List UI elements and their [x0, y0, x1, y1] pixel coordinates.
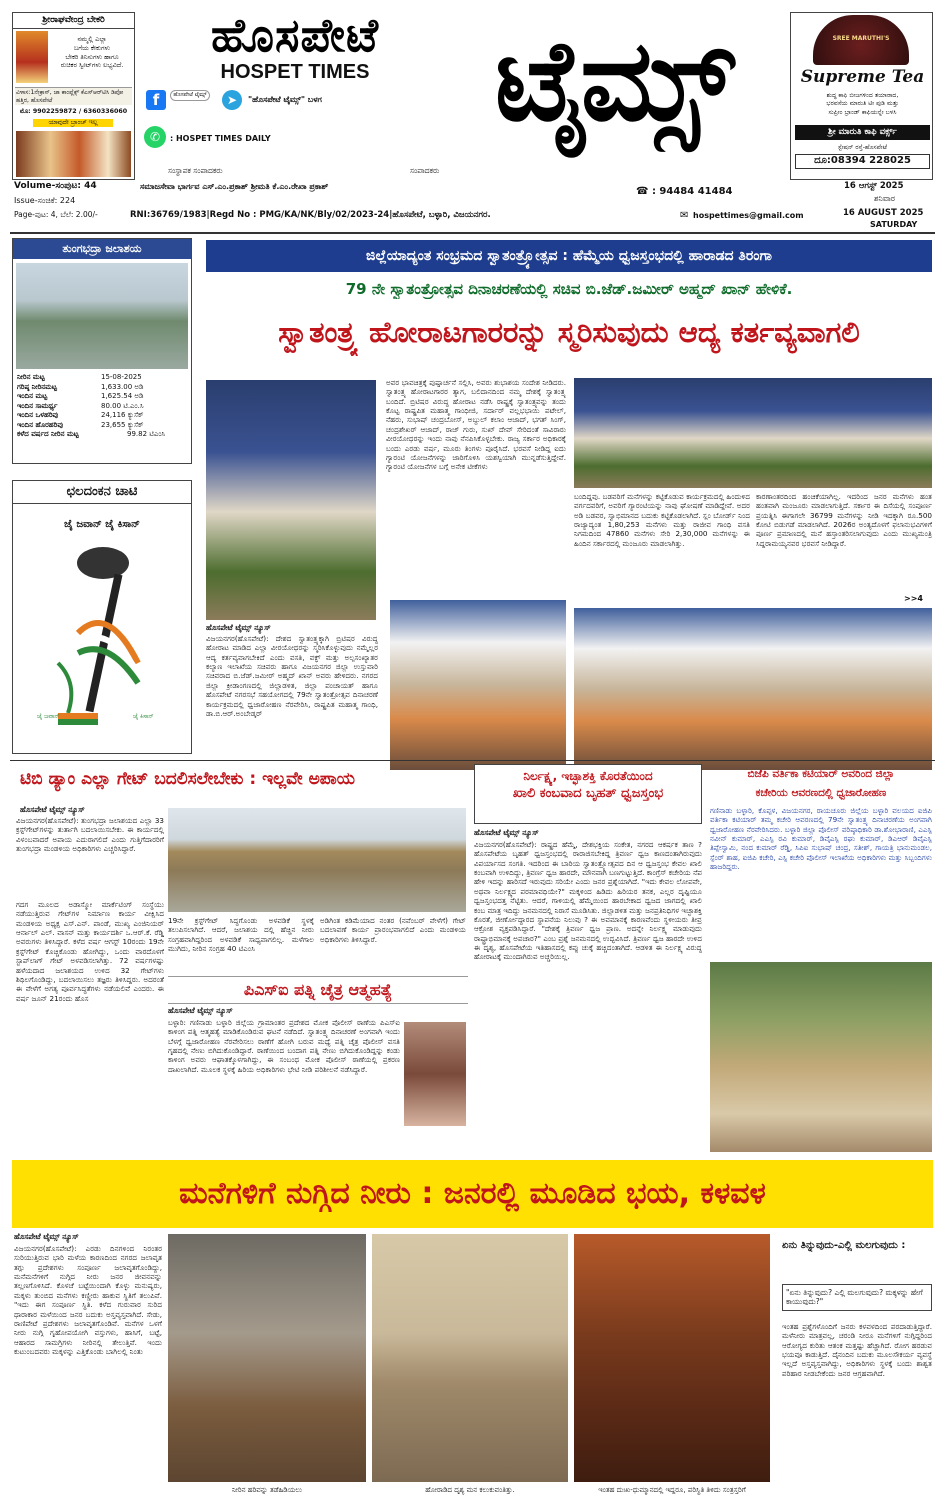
dam-row-label: ಇಂದಿನ ಹೊರಹರಿವು: [17, 420, 64, 429]
founders-names: ಸಮಾಜಸೇವಾ ಭಾರ್ಗವ ಎಸ್.ಎಂ.ಪ್ರಕಾಶ್ ಶ್ರೀಮತಿ ಕೆ.ಎಂ.ರೇಖಾ ಪ್ರಕಾಶ್: [140, 182, 329, 191]
phone-number: ☎ : 94484 41484: [636, 186, 733, 197]
tea-line: ಶುದ್ಧ ಕಾಫಿ ಬೀಜಗಳಿಂದ ತಯಾರಾದ,: [826, 92, 899, 99]
flood-side-body: ಇಂತಹ ಪ್ರಶ್ನೆಗಳೊಂದಿಗೆ ಜನರು ಕಳವಳದಿಂದ ಪರದಾಡುತ್ತಿದ್ದಾರೆ. ಮಳೆನೀರು ಮಾತ್ರವಲ್ಲ, ಚರಂಡಿ ನೀರೂ ಮನೆಗಳಿಗೆ ನುಗ್ಗಿದ್ದರಿಂದ ಆರೋಗ್ಯದ ಕುರಿತು ಆತಂಕ ಮತ್ತಷ್ಟು ಹೆಚ್ಚಾಗಿದೆ. ರೋಗ ಹರಡುವ ಭಯವೂ ಕಾಡುತ್ತಿದೆ. ದೈನಂದಿನ ಬದುಕು ಮೂಲಸೌಕರ್ಯ ವ್ಯವಸ್ಥೆ ಇಲ್ಲದೆ ಅಸ್ತವ್ಯಸ್ತವಾಗಿದ್ದು, ಅಧಿಕಾರಿಗಳು ಸ್ಥಳಕ್ಕೆ ಬಂದು ಶಾಶ್ವತ ಪರಿಹಾರ ನೀಡಬೇಕೆಂದು ಜನರ ಆಗ್ರಹವಾಗಿದೆ.: [782, 1322, 932, 1378]
bakery-ad-lines: [51, 35, 133, 70]
dam-row: [17, 402, 189, 412]
flagpole-headline-box: [474, 764, 702, 824]
cartoon-title: ಛಲದಂಕನ ಚಾಟಿ: [13, 481, 191, 504]
bakery-line: ಬೇಕರಿ ತಿನಿಸುಗಳು ಹಾಗೂ: [65, 52, 119, 61]
tb-dam-column-3: ಅಡಿಗಿಂತ ಕಡಿಮೆಯಾದ ನಂತರ (ನವೆಂಬರ್ ವೇಳೆಗೆ) ಗೇಟ್ ಬದಲಾವಣೆ ಕಾರ್ಯ ಪ್ರಾರಂಭವಾಗಲಿದೆ ಎಂದು ಮಂಡಳಿಯ ಅಧಿಕಾರಿಗಳು ತಿಳಿಸಿದ್ದಾರೆ.: [320, 916, 466, 944]
dam-photo: [16, 263, 188, 369]
cartoon-panel: [12, 480, 192, 754]
tea-line: ಭರವಸೆಯ ಮಾರುತಿ ಟೀ ಪುಡಿ ಮತ್ತು: [826, 100, 899, 108]
tea-lines: [795, 92, 930, 117]
social-group-label: "ಹೊಸಪೇಟೆ ಟೈಮ್ಸ್" ಬಳಗ: [248, 95, 322, 104]
dam-row-value: 1,625.54 ಅಡಿ: [101, 392, 144, 401]
lead-column-2: ಅವರ ಭಾವಚಿತ್ರಕ್ಕೆ ಪುಷ್ಪಾರ್ಚನೆ ಸಲ್ಲಿಸಿ, ಅವರು ಶುಭಾಶಯ ಸಂದೇಶ ನೀಡಿದರು. ಸ್ವಾತಂತ್ರ್ಯ ಹೋರಾಟಗಾರರ ತ್ಯಾಗ, ಬಲಿದಾನದಿಂದ ನಮ್ಮ ದೇಶಕ್ಕೆ ಸ್ವಾತಂತ್ರ್ಯ ಬಂದಿದೆ. ಬ್ರಿಟಿಷರ ವಿರುದ್ಧ ಹೋರಾಟ ನಡೆಸಿ ರಾಷ್ಟ್ರಕ್ಕೆ ಸ್ವಾತಂತ್ರ್ಯವನ್ನು ತಂದು ಕೊಟ್ಟ ರಾಷ್ಟ್ರಪಿತ ಮಹಾತ್ಮ ಗಾಂಧೀಜಿ, ಸರ್ದಾರ್ ವಲ್ಲಭಭಾಯಿ ಪಟೇಲ್, ನೆಹರು, ಸುಭಾಷ್ ಚಂದ್ರಬೋಸ್, ಅಬ್ದುಲ್ ಕಲಾಂ ಆಜಾದ್, ಭಗತ್ ಸಿಂಗ್, ಚಂದ್ರಶೇಖರ್ ಆಜಾದ್, ರಾಜ್ ಗುರು, ಸುಖ್ ದೇವ್ ಸೇರಿದಂತೆ ಸಾವಿರಾರು ವೀರಯೋಧರನ್ನು ಇಂದು ನಾವು ನೆನಪಿಸಿಕೊಳ್ಳಬೇಕು. ರಾಜ್ಯ ಸರ್ಕಾರ ಅಧಿಕಾರಕ್ಕೆ ಬಂದು ಎರಡು ವರ್ಷ, ಮೂರು ತಿಂಗಳು ಪೂರೈಸಿದೆ. ಭರವಸೆ ನೀಡಿದ್ದ ಐದು ಗ್ಯಾರಂಟಿ ಯೋಜನೆಗಳನ್ನು ಜಾರಿಗೊಳಿಸಿ ಯಶಸ್ವಿಯಾಗಿ ಮುನ್ನಡೆಸುತ್ತಿದ್ದೇವೆ. ಗ್ಯಾರಂಟಿ ಯೋಜನೆಗಳ ಬಗ್ಗೆ ಅನೇಕ ಟೀಕೆಗಳು: [386, 378, 566, 472]
tea-address: ಸ್ಟೇಷನ್ ರಸ್ತೆ-ಹೊಸಪೇಟೆ: [837, 144, 887, 151]
cartoon-sub-right: ಜೈ ಕಿಸಾನ್: [133, 713, 154, 720]
facebook-icon[interactable]: f: [146, 90, 166, 110]
bakery-line: ಬಗೆಯ ಕೇಕುಗಳು: [73, 43, 111, 52]
masthead-title-english: HOSPET TIMES: [220, 61, 370, 83]
flagpole-headline-2: ಖಾಲಿ ಕಂಬವಾದ ಬೃಹತ್ ಧ್ವಜಸ್ತಂಭ: [512, 786, 664, 801]
tea-brand: SREE MARUTHI'S: [832, 35, 890, 42]
tea-ad[interactable]: [790, 12, 933, 180]
flood-body: ವಿಜಯನಗರ(ಹೊಸಪೇಟೆ): ಎರಡು ದಿನಗಳಿಂದ ನಿರಂತರ ಸುರಿಯುತ್ತಿರುವ ಭಾರಿ ಮಳೆಯ ಕಾರಣದಿಂದ ನಗರದ ಜಲಾವೃತ ತಗ್ಗು ಪ್ರದೇಶಗಳು ಸಂಪೂರ್ಣ ಜಲಾವೃತಗೊಂಡಿದ್ದು, ಮನೆಮನೆಗಳಿಗೆ ನುಗ್ಗಿದ ನೀರು ಜನರ ಜೀವನವನ್ನು ತಲ್ಲಣಗೊಳಿಸಿದೆ. ಕೊಳಚೆ ಬಟ್ಟೆಯಿಂದಾಗಿ ಕೊಳ್ಳು ಮನುಷ್ಯರು, ಮಕ್ಕಳು ತುಂಬಿದ ಮನೆಗಳು ಕಣ್ಣೀರು ಹಾಕುವ ಸ್ಥಿತಿಗೆ ತಲುಪಿವೆ. "ಇದು ಈಗ ಸಂಪೂರ್ಣ ಸ್ಥಿತಿ. ಕಳೆದ ಗುರುವಾರ ಸುರಿದ ಧಾರಾಕಾರ ಮಳೆಯಿಂದ ಜನರ ಬದುಕು ಅಸ್ತವ್ಯಸ್ತವಾಗಿದೆ. ಸೇಡು, ರಾಣಿಪೇಟೆ ಪ್ರದೇಶಗಳು ಜಲಾವೃತಗೊಂಡಿವೆ. ಮನೆಗಳ ಒಳಗೆ ನೀರು ನುಗ್ಗಿ ಗೃಹೋಪಯೋಗಿ ವಸ್ತುಗಳು, ಹಾಸಿಗೆ, ಬಟ್ಟೆ, ಆಹಾರದ ಸಾಮಗ್ರಿಗಳು ನೀರಿನಲ್ಲಿ ತೇಲುತ್ತಿವೆ. ಇಂದು ಕುಟುಂಬದವರು ಮಕ್ಕಳನ್ನು ಎತ್ತಿಕೊಂಡು ಬಾಗಿಲಲ್ಲಿ ನಿಂತು: [14, 1244, 162, 1356]
lead-column-3: ಬಂದಿದ್ದವು. ಬಡವರಿಗೆ ಮನೆಗಳನ್ನು ಕಟ್ಟಿಕೊಡುವ ಕಾರ್ಯಕ್ರಮದಲ್ಲಿ ಹಿಂದುಳಿದ ವರ್ಗದವರಿಗೆ, ಅವರಿಗೆ ಗ್ಯಾರಂಟಿಯನ್ನು ನಾವು ಘೋಷಣೆ ಮಾಡಿದ್ದೇವೆ. ಅದರ ಅಡಿ ಬಡವರ, ಸ್ವಾಭಿಮಾನದ ಬದುಕು ಕಟ್ಟಿಕೊಡಲಾಗಿದೆ. ಸ್ಲಂ ಬೋರ್ಡ್ ನಿಂದ ರಾಜ್ಯಾದ್ಯಂತ 1,80,253 ಮನೆಗಳು ಮತ್ತು ರಾಜೀವ ಗಾಂಧಿ ವಸತಿ ನಿಗಮದಿಂದ 47860 ಮನೆಗಳು ಸೇರಿ 2,30,000 ಮನೆಗಳನ್ನು ಈ ಹಿಂದಿನ ಸರ್ಕಾರದಲ್ಲಿ ಮಂಜೂರು ಮಾಡಲಾಗಿತ್ತು.: [574, 492, 750, 548]
award-photo: [574, 608, 932, 770]
psi-body: ಬಳ್ಳಾರಿ: ಗಣಿನಾಡು ಬಳ್ಳಾರಿ ಜಿಲ್ಲೆಯ ಗ್ರಾಮಾಂತರ ಪ್ರದೇಶದ ಮೋಕ ಪೊಲೀಸ್ ಠಾಣೆಯ ಪಿಎಸ್‌ಐ ಕಾಳಿಂಗ ಪತ್ನಿ ಆತ್ಮಹತ್ಯೆ ಮಾಡಿಕೊಂಡಿರುವ ಘಟನೆ ನಡೆದಿದೆ. ಸ್ವಾತಂತ್ರ್ಯ ದಿನಾಚರಣೆ ಅಂಗವಾಗಿ ಇಂದು ಬೆಳಗ್ಗೆ ಧ್ವಜಾರೋಹಣ ನೆರವೇರಿಸಲು ಠಾಣೆಗೆ ಹೋಗಿ ಬರುವ ಮಧ್ಯೆ ಪತ್ನಿ ಚೈತ್ರ ಪೊಲೀಸ್ ವಸತಿ ಗೃಹದಲ್ಲಿ ನೇಣು ಬಿಗಿದುಕೊಂಡಿದ್ದಾರೆ. ಠಾಣೆಯಿಂದ ಬಂದಾಗ ಪತ್ನಿ ನೇಣು ಬಿಗಿದುಕೊಂಡಿದ್ದನ್ನು ಕಂಡು ಕಾಳಿಂಗ ಅವರು ಆಘಾತಕ್ಕೊಳಗಾಗಿದ್ದು, ಈ ಸಂಬಂಧ ಮೋಕ ಪೊಲೀಸ್ ಠಾಣೆಯಲ್ಲಿ ಪ್ರಕರಣ ದಾಖಲಾಗಿದೆ. ಮೂಲಕ ಸ್ಥಳಕ್ಕೆ ಹಿರಿಯ ಅಧಿಕಾರಿಗಳು ಭೇಟಿ ನೀಡಿ ಪರಿಶೀಲನೆ ನಡೆಸಿದ್ದಾರೆ.: [168, 1018, 400, 1074]
bakery-address: ವಿಳಾಸ:1ನೇಕ್ರಾಸ್, ಜಾ ಕಾಂಪ್ಲೆಕ್ಸ್ ಕೆಎಸ್‌ಆರ್‌ಟಿಸಿ ಡಿಪೋ ಹತ್ತಿರ, ಹೊಸಪೇಟೆ: [15, 87, 132, 105]
cartoon-caption: ಜೈ ಜವಾನ್ ಜೈ ಕಿಸಾನ್: [64, 519, 140, 530]
dam-row-value: 15-08-2025: [101, 373, 142, 381]
masthead-big-title: ಟೈಮ್ಸ್: [494, 16, 731, 146]
flood-side-quote: "ಏನು ತಿನ್ನುವುದು? ಎಲ್ಲಿ ಮಲಗುವುದು? ಮಕ್ಕಳನ್ನು ಹೇಗೆ ಕಾಯುವುದು?": [782, 1284, 932, 1311]
founders-label: ಸಂಸ್ಥಾಪಕ ಸಂಪಾದಕರು: [168, 166, 223, 175]
tb-dam-photo: [168, 808, 466, 912]
lead-continued[interactable]: >>4: [904, 594, 923, 603]
masthead-divider: [10, 232, 935, 234]
flood-photo-3: [574, 1234, 770, 1482]
flood-byline: ಹೊಸಪೇಟೆ ಟೈಮ್ಸ್ ನ್ಯೂಸ್: [14, 1232, 79, 1241]
dam-row-value: 1,633.00 ಅಡಿ: [101, 382, 144, 391]
email-address[interactable]: hospettimes@gmail.com: [693, 211, 804, 220]
flood-photo-2: [372, 1234, 568, 1482]
tb-dam-headline: ಟಿಬಿ ಡ್ಯಾಂ ಎಲ್ಲಾ ಗೇಟ್ ಬದಲಿಸಲೇಬೇಕು : ಇಲ್ಲವೇ ಅಪಾಯ: [20, 769, 355, 789]
psi-headline: ಪಿಎಸ್‌ಐ ಪತ್ನಿ ಚೈತ್ರ ಆತ್ಮಹತ್ಯೆ: [168, 976, 468, 1004]
dam-row-value: 80.00 ಟಿ.ಎಂ.ಸಿ: [101, 401, 144, 410]
whatsapp-label: : HOSPET TIMES DAILY: [170, 134, 271, 143]
bakery-footer: ಯಾವುದೇ ಬ್ರಾಂಚ್ ಇಲ್ಲ: [33, 119, 113, 127]
facebook-page-label[interactable]: ಹೊಸಪೇಟೆ ಟೈಮ್ಸ್: [170, 90, 210, 101]
cakes-photo: [16, 131, 131, 177]
dam-row-label: ಇಂದಿನ ಸಾಮರ್ಥ್ಯ: [17, 401, 58, 410]
editors-label: ಸಂಪಾದಕರು: [410, 166, 440, 175]
psi-byline: ಹೊಸಪೇಟೆ ಟೈಮ್ಸ್ ನ್ಯೂಸ್: [168, 1006, 233, 1015]
bakery-phone: ಮೊ: 9902259872 / 6360336060: [19, 108, 128, 115]
flood-caption-1: ನೀರಿನ ಹರಿವನ್ನು ತಡೆಹಿಡಿಯಲು: [232, 1486, 302, 1494]
minister-photo: [206, 380, 376, 620]
dam-row: [17, 392, 189, 402]
flood-caption-2: ಹೋರಾಡಿದ ದೃಶ್ಯ ಮನ ಕಲುಕುವಂತಿತ್ತು.: [425, 1486, 515, 1494]
reg-line: RNI:36769/1983|Regd No : PMG/KA/NK/Bly/02/2023-24|ಹೊಸಪೇಟೆ, ಬಳ್ಳಾರಿ, ವಿಜಯನಗರ.: [130, 210, 491, 220]
bjp-headline-2: ಕಚೇರಿಯ ಆವರಣದಲ್ಲಿ ಧ್ವಜಾರೋಹಣ: [755, 787, 887, 799]
dam-row: [17, 411, 189, 421]
flagpole-byline: ಹೊಸಪೇಟೆ ಟೈಮ್ಸ್ ನ್ಯೂಸ್: [474, 828, 539, 837]
bakery-ad-title: ಶ್ರೀರಾಘವೇಂದ್ರ ಬೇಕರಿ: [13, 13, 134, 29]
telegram-icon[interactable]: ➤: [222, 90, 242, 110]
tb-dam-byline: ಹೊಸಪೇಟೆ ಟೈಮ್ಸ್ ನ್ಯೂಸ್: [20, 805, 85, 814]
issue-label: Issue-ಸಂಚಿಕೆ: 224: [14, 196, 76, 205]
date-kannada: 16 ಆಗಸ್ಟ್ 2025: [844, 181, 904, 191]
dam-row-value: 24,116 ಕ್ಯುಸೆಕ್: [101, 411, 144, 420]
flood-caption-3: ಇಂತಹ ದುಃಖ-ಧುಮ್ಮಾನದಲ್ಲಿ ಇದ್ದರೂ, ಪರಿಸ್ಥಿತಿ ತಿಳಿದು ಸಂತ್ರಸ್ತರಿಗೆ: [598, 1486, 746, 1494]
dam-row-label: ಕಳೆದ ವರ್ಷದ ನೀರಿನ ಮಟ್ಟ: [17, 430, 79, 439]
cartoon-sub-left: ಜೈ ಜವಾನ್: [37, 713, 60, 720]
dam-row-label: ಇಂದಿನ ಮಟ್ಟ: [17, 392, 48, 401]
page-price-label: Page-ಪುಟ: 4, ಬೆಲೆ: 2.00/-: [14, 210, 98, 219]
lead-column-4: ಕಾರಣಾಂತರದಿಂದ ಹಂಚಿಕೆಯಾಗಿಲ್ಲ. ಇದರಿಂದ ಜನರ ಮನೆಗಳು ಹಂತ ಹಂತವಾಗಿ ಮಂಜೂರು ಮಾಡಲಾಗುತ್ತಿದೆ. ಸರ್ಕಾರ ಈ ದಿಸೆಯಲ್ಲಿ ಸಂಪೂರ್ಣ ಪ್ರಯತ್ನಿಸಿ ಈಗಾಗಲೇ 36799 ಮನೆಗಳನ್ನು ನೀಡಿ ಇದಕ್ಕಾಗಿ ರೂ.500 ಕೋಟಿ ಬಿಡುಗಡೆ ಮಾಡಲಾಗಿದೆ. 2026ರ ಅಂತ್ಯದೊಳಗೆ ಫಲಾನುಭವಿಗಳಿಗೆ ಪೂರ್ಣ ಪ್ರಮಾಣದಲ್ಲಿ ಮನೆ ಹಸ್ತಾಂತರಿಸಲಾಗುವುದು ಎಂದು ಮುಖ್ಯಮಂತ್ರಿ ಸಿದ್ದರಾಮಯ್ಯನವರ ಭರವಸೆ ನೀಡಿದ್ದಾರೆ.: [756, 492, 932, 548]
email-icon: ✉: [680, 210, 689, 221]
flood-photo-1: [168, 1234, 366, 1482]
lead-banner: ಜಿಲ್ಲೆಯಾದ್ಯಂತ ಸಂಭ್ರಮದ ಸ್ವಾತಂತ್ರ್ಯೋತ್ಸವ : ಹೆಮ್ಮೆಯ ಧ್ವಜಸ್ತಂಭದಲ್ಲಿ ಹಾರಾಡದ ತಿರಂಗಾ: [206, 240, 932, 272]
dam-panel: [12, 238, 192, 464]
dam-row-value: 23,655 ಕ್ಯುಸೆಕ್: [101, 420, 144, 429]
igp-photo: [710, 962, 932, 1152]
dam-panel-title: ತುಂಗಭದ್ರಾ ಜಲಾಶಯ: [13, 239, 191, 259]
flag-hoisting-photo: [390, 600, 566, 770]
lead-headline: ಸ್ವಾತಂತ್ರ್ಯ ಹೋರಾಟಗಾರರನ್ನು ಸ್ಮರಿಸುವುದು ಆದ್ಯ ಕರ್ತವ್ಯವಾಗಲಿ: [278, 315, 860, 349]
tea-shop: ಶ್ರೀ ಮಾರುತಿ ಕಾಫಿ ವರ್ಕ್ಸ್: [795, 125, 930, 140]
psi-photo: [404, 1022, 466, 1126]
dam-row: [17, 383, 189, 393]
whatsapp-icon[interactable]: ✆: [144, 126, 166, 148]
bakery-line: ನಮ್ಮಲ್ಲಿ ಎಲ್ಲಾ: [77, 35, 107, 43]
parade-photo: [574, 378, 932, 488]
tb-dam-column-2: 19ನೇ ಕ್ರಸ್ಟ್‌ಗೇಟ್ ಸಿದ್ಧಗೊಂಡು ಅಳವಡಿಕೆ ಸ್ಥಳಕ್ಕೆ ತಲುಪಿಸಲಾಗಿದೆ. ಆದರೆ, ಜಲಾಶಯ ದಲ್ಲಿ ಹೆಚ್ಚಿನ ನೀರು ಸಂಗ್ರಹವಾಗಿದ್ದರಿಂದ ಅಳವಡಿಕೆ ಸಾಧ್ಯವಾಗಲಿಲ್ಲ. ಮಳೆಗಾಲ ಮುಗಿದು, ನೀರಿನ ಸಂಗ್ರಹ 40 ಟಿಎಂಸಿ: [168, 916, 314, 954]
dam-row: [17, 373, 189, 383]
flood-banner: ಮನೆಗಳಿಗೆ ನುಗ್ಗಿದ ನೀರು : ಜನರಲ್ಲಿ ಮೂಡಿದ ಭಯ, ಕಳವಳ: [12, 1160, 933, 1228]
dam-row-label: ಇಂದಿನ ಒಳಹರಿವು: [17, 411, 59, 420]
dam-table: [17, 373, 189, 440]
tb-dam-column-1a: ವಿಜಯನಗರ(ಹೊಸಪೇಟೆ): ತುಂಗಭದ್ರಾ ಜಲಾಶಯದ ಎಲ್ಲಾ 33 ಕ್ರಸ್ಟ್‌ಗೇಟ್‌ಗಳನ್ನು ತುರ್ತಾಗಿ ಬದಲಾಯಿಸಬೇಕು. ಈ ಕಾರ್ಯದಲ್ಲಿ ವಿಳಂಬವಾದರೆ ಅಪಾಯ ಎದುರಾಗಲಿದೆ ಎಂದು ಗುತ್ತಿಗೆದಾರರಿಗೆ ತುಂಗಭದ್ರಾ ಮಂಡಳಿಯ ಅಧಿಕಾರಿಗಳು ಎಚ್ಚರಿಸಿದ್ದಾರೆ.: [16, 816, 164, 854]
flagpole-body: ವಿಜಯನಗರ(ಹೊಸಪೇಟೆ): ರಾಷ್ಟ್ರದ ಹೆಮ್ಮೆ, ದೇಶಭಕ್ತಿಯ ಸಂಕೇತ, ನಗರದ ಆಕರ್ಷಕ ತಾಣ ? ಹೊಸಪೇಟೆಯ ಬೃಹತ್ ಧ್ವಜಸ್ತಂಭದಲ್ಲಿ ರಾರಾಜಿಸಬೇಕಿದ್ದ ತ್ರಿವರ್ಣ ಧ್ವಜ ಕಾಣದಂತಾಗಿರುವುದು ವಿಪರ್ಯಾಸದ ಸಂಗತಿ. ಇದರಿಂದ ಈ ಬಾರಿಯ ಸ್ವಾತಂತ್ರ್ಯೋತ್ಸವದ ದಿನ ಆ ಧ್ವಜಸ್ತಂಭ ಕೇವಲ ಖಾಲಿ ಕಂಬವಾಗಿ ಉಳಿದಿದ್ದು, ತ್ರಿವರ್ಣ ಧ್ವಜ ಹಾರದೇ, ಮೌನವಾಗಿ ಬಣಗುಟ್ಟುತ್ತಿದೆ. ಕಾಂಗ್ರೆಸ್ ಕಚೇರಿಯ ನೆಪ ಹೇಳಿ ಇದನ್ನು ಹಾರಿಸದೆ ಇರುವುದು ಸರಿಯೇ ಎಂದು ಜನರ ಪ್ರಶ್ನೆಯಾಗಿದೆ. "ಇದು ಕೇವಲ ಲೋಪವೇ, ಅಥವಾ ನಿರ್ಲಕ್ಷ್ಯದ ಪರಮಾವಧಿಯೇ?" ಮಕ್ಕಳಿಂದ ಹಿಡಿದು ಹಿರಿಯರ ತನಕ, ಎಲ್ಲರ ದೃಷ್ಟಿಯೂ ಧ್ವಜಸ್ತಂಭದತ್ತ ನೆಟ್ಟಿತು. ಆದರೆ, ಗಾಳಿಯಲ್ಲಿ ಹೆಮ್ಮೆಯಿಂದ ಹಾರಬೇಕಾದ ಧ್ವಜದ ಜಾಗದಲ್ಲಿ ಖಾಲಿ ಕಂಬ ಮಾತ್ರ ಇದಿದ್ದು ಜನಮನದಲ್ಲಿ ನಿರಾಸೆ ಮೂಡಿಸಿತು. ಜಿಲ್ಲಾಡಳಿತ ಮತ್ತು ಜನಪ್ರತಿನಿಧಿಗಳ ಇಚ್ಛಾಶಕ್ತಿ ಕೊರತೆ, ಜೀರ್ಣೋದ್ಧಾರದ ಸ್ಥಾಪನೆಯ ನಿಲುವು ? ಈ ಅವಮಾನಕ್ಕೆ ಕಾರಣವೆಂದು ಸ್ಥಳೀಯರು ತೀವ್ರ ಆಕ್ರೋಶ ವ್ಯಕ್ತಪಡಿಸಿದ್ದಾರೆ. "ದೇಶಕ್ಕೆ ತ್ರಿವರ್ಣ ಧ್ವಜ ಪ್ರಾಣ. ಅದನ್ನೇ ನಿರ್ಲಕ್ಷ್ಯ ಮಾಡುವುದು ರಾಷ್ಟ್ರಾಭಿಮಾನಕ್ಕೆ ಅಪಚಾರ?" ಎಂಬ ಪ್ರಶ್ನೆ ಜನಮನದಲ್ಲಿ ಉದ್ಭವಿಸಿದೆ. ತ್ರಿವರ್ಣ ಧ್ವಜ ಹಾರದೇ ಉಳಿದ ಈ ದೃಶ್ಯ, ಹೊಸಪೇಟೆಯ ಇತಿಹಾಸದಲ್ಲಿ ಕಪ್ಪು ಚುಕ್ಕೆ ಹಚ್ಚಿದಂತಾಗಿದೆ. ಆಡಳಿತ ಈ ನಿರ್ಲಕ್ಷ್ಯ ವಿರುದ್ಧ ಹೋರಾಟಕ್ಕೆ ಮುಂದಾಗಿರುವ ಅಚ್ಚರಿಯಿಲ್ಲ.: [474, 840, 702, 962]
flagpole-headline-1: ನಿರ್ಲಕ್ಷ್ಯ, ಇಚ್ಛಾಶಕ್ತಿ ಕೊರತೆಯಿಂದ: [523, 769, 653, 783]
bakery-ad[interactable]: [12, 12, 135, 180]
volume-label: Volume-ಸಂಪುಟ: 44: [14, 181, 97, 191]
tea-line: ಸುಪ್ರೀಂ ಬ್ರಾಂಡ್ ಕಾಫಿಯನ್ನೇ ಬಳಸಿ: [828, 108, 897, 116]
bjp-body: ಗಣಿನಾಡು ಬಳ್ಳಾರಿ, ಕೊಪ್ಪಳ, ವಿಜಯನಗರ, ರಾಯಚೂರು ಜಿಲ್ಲೆಯ ಬಳ್ಳಾರಿ ವಲಯದ ಐಜಿಪಿ ವರ್ತಿಕಾ ಕಟಿಯಾರ್ ತಮ್ಮ ಕಚೇರಿ ಆವರಣದಲ್ಲಿ 79ನೇ ಸ್ವಾತಂತ್ರ್ಯ ದಿನಾಚರಣೆಯ ಅಂಗವಾಗಿ ಧ್ವಜಾರೋಹಣ ನೆರವೇರಿಸಿದರು. ಬಳ್ಳಾರಿ ಜಿಲ್ಲಾ ಪೊಲೀಸ್ ವರಿಷ್ಠಾಧಿಕಾರಿ ಡಾ.ಶೋಭಾರಾಣಿ, ಎಎಸ್ಪಿ ನವೀನ್ ಕುಮಾರ್, ಎಎಸ್ಪಿ ರವಿ ಕುಮಾರ್, ಡಿವೈಎಸ್ಪಿ ರಘು ಕುಮಾರ್, ಡಿಎಆರ್ ಡಿವೈಎಸ್ಪಿ ತಿಪ್ಪೇಸ್ವಾಮಿ, ನಂದ ಕುಮಾರ್ ರೆಡ್ಡಿ, ಸಿಪಿಐ ಸುಭಾಷ್ ಚಂದ್ರ, ಸತೀಶ್, ಗಾಯತ್ರಿ ಭಾನುಮಂಡಲ, ಸ್ಪೆಂರ್ ಶಾಹ, ಐಜಿಪಿ ಕಚೇರಿ, ಎಸ್ಪಿ ಕಚೇರಿ ಪೊಲೀಸ್ ಇಲಾಖೆಯ ಅಧಿಕಾರಿಗಳು ಮತ್ತು ಸಿಬ್ಬಂದಿಗಳು ಹಾಜರಿದ್ದರು.: [710, 806, 932, 872]
bjp-headline-1: ಬಿಜೆಪಿ ವರ್ತಿಕಾ ಕಟಿಯಾರ್ ಅವರಿಂದ ಜಿಲ್ಲಾ: [747, 768, 895, 780]
dam-row-value: 99.82 ಟಿಎಂಸಿ: [127, 430, 166, 439]
masthead-title-kannada: ಹೊಸಪೇಟೆ: [210, 8, 380, 62]
dam-row: [17, 430, 189, 440]
section-divider: [10, 760, 935, 761]
cartoon-drawing: [38, 543, 168, 733]
lead-kicker: 79 ನೇ ಸ್ವಾತಂತ್ರೋತ್ಸವ ದಿನಾಚರಣೆಯಲ್ಲಿ ಸಚಿವ ಬಿ.ಜೆಡ್.ಜಮೀರ್ ಅಹ್ಮದ್ ಖಾನ್ ಹೇಳಿಕೆ.: [345, 280, 793, 298]
day-english: SATURDAY: [870, 220, 918, 229]
tea-name: Supreme Tea: [800, 67, 925, 87]
dam-row-label: ನೀರಿನ ಮಟ್ಟ: [17, 373, 45, 381]
dam-row: [17, 421, 189, 431]
lead-column-1: ವಿಜಯನಗರ(ಹೊಸಪೇಟೆ): ದೇಶದ ಸ್ವಾತಂತ್ರ್ಯಕ್ಕಾಗಿ ಬ್ರಿಟಿಷರ ವಿರುದ್ಧ ಹೋರಾಟ ಮಾಡಿದ ಎಲ್ಲಾ ವೀರಯೋಧರನ್ನು ಸ್ಮರಿಸಿಕೊಳ್ಳುವುದು ನಮ್ಮೆಲ್ಲರ ಆದ್ಯ ಕರ್ತವ್ಯವಾಗಬೇಕಿದೆ ಎಂದು ವಸತಿ, ವಕ್ಫ್ ಮತ್ತು ಅಲ್ಪಸಂಖ್ಯಾತರ ಕಲ್ಯಾಣ ಇಲಾಖೆಯ ಸಚಿವರು ಹಾಗೂ ವಿಜಯನಗರ ಜಿಲ್ಲಾ ಉಸ್ತುವಾರಿ ಸಚಿವರಾದ ಬಿ.ಜೆಡ್.ಜಮೀರ್ ಅಹ್ಮದ್ ಖಾನ್ ಅವರು ಹೇಳಿದರು. ನಗರದ ಜಿಲ್ಲಾ ಕ್ರೀಡಾಂಗಣದಲ್ಲಿ ಜಿಲ್ಲಾಡಳಿತ, ಜಿಲ್ಲಾ ಪಂಚಾಯತ್ ಹಾಗೂ ಹೊಸಪೇಟೆ ನಗರಸಭೆ ಸಹಯೋಗದಲ್ಲಿ 79ನೇ ಸ್ವಾತಂತ್ರೋತ್ಸವ ದಿನಾಚರಣೆ ಕಾರ್ಯಕ್ರಮದಲ್ಲಿ ಧ್ವಜಾರೋಹಣ ನೆರವೇರಿಸಿ, ರಾಷ್ಟ್ರಪಿತ ಮಹಾತ್ಮ ಗಾಂಧಿ, ಡಾ.ಬಿ.ಆರ್.ಅಂಬೇಡ್ಕರ್: [206, 634, 378, 718]
bakery-owner-photo: [16, 31, 48, 83]
lead-byline: ಹೊಸಪೇಟೆ ಟೈಮ್ಸ್ ನ್ಯೂಸ್: [206, 623, 271, 632]
flood-side-title: ಏನು ತಿನ್ನುವುದು-ಎಲ್ಲಿ ಮಲಗುವುದು :: [782, 1240, 906, 1251]
bakery-line: ರುಚಿಕರ ಸ್ವೀಟ್‌ಗಳು ಲಭ್ಯವಿದೆ.: [60, 61, 124, 70]
tb-dam-column-1b: ಗದಗ ಮೂಲದ ಅಡಾಸ್ಮೋ ಮಾರ್ಕೆಟಿಂಗ್ ಸಂಸ್ಥೆಯು ನಡೆಯುತ್ತಿರುವ ಗೇಟ್‌ಗಳ ನಿರ್ಮಾಣ ಕಾರ್ಯ ವೀಕ್ಷಿಸಿದ ಮಂಡಳಿಯ ಅಧ್ಯಕ್ಷ ಎಸ್.ಎನ್. ಪಾಂಡೆ, ಮುಖ್ಯ ಎಂಜಿನಿಯರ್ ಆರ್ನಾಲ್ ಎಲ್. ವಾಸನ್ ಮತ್ತು ಕಾರ್ಯದರ್ಶಿ ಒ.ಆರ್.ಕೆ. ರೆಡ್ಡಿ ಅವರುಗಳು ತಿಳಿಸಿದ್ದಾರೆ. ಕಳೆದ ವರ್ಷ ಆಗಸ್ಟ್ 10ರಂದು 19ನೇ ಕ್ರಸ್ಟ್‌ಗೇಟ್ ಕೊಚ್ಚಿಕೊಂಡು ಹೋಗಿದ್ದು, ಒಂದು ವಾರದೊಳಗೆ ಸ್ಟಾಪ್‌ಲಾಗ್ ಗೇಟ್ ಅಳವಡಿಸಲಾಗಿತ್ತು. 72 ವರ್ಷಗಳಷ್ಟು ಹಳೆಯದಾದ ಜಲಾಶಯದ ಉಳಿದ 32 ಗೇಟ್‌ಗಳು ಶಿಥಿಲಗೊಂಡಿದ್ದು, ಬದಲಾಯಿಸಲು ತಜ್ಞರು ತಿಳಿಸಿದ್ದರು. ಅದರಂತೆ ಈ ವೇಳೆಗೆ ಅಗತ್ಯ ಪೂರ್ವಸಿದ್ಧತೆಗಳು ನಡೆಯಲಿವೆ ಎಂದರು. ಈ ವರ್ಷ ಜೂನ್ 21ರಂದು ಹೊಸ: [16, 900, 164, 1003]
dam-row-label: ಗರಿಷ್ಠ ನೀರಿನಮಟ್ಟ: [17, 382, 57, 391]
day-kannada: ಶನಿವಾರ: [874, 194, 896, 203]
date-english: 16 AUGUST 2025: [843, 208, 924, 218]
tea-phone: ದೂ:08394 228025: [795, 154, 930, 169]
